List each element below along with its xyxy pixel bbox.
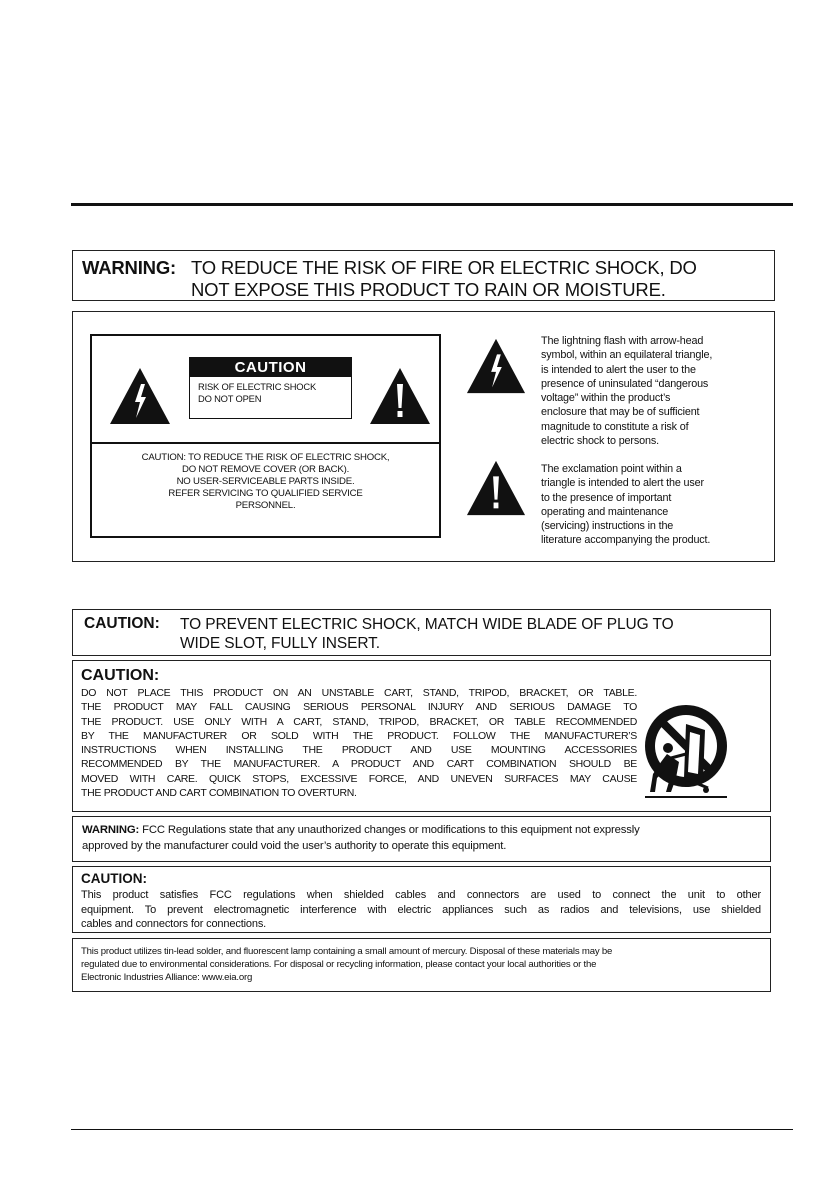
- warning-rain-box: [72, 250, 775, 301]
- exclamation-description: The exclamation point within a triangle is intended to alert the user to the presence of important operating and maintenance (servicing) instructions in the literature accompanying the product.: [541, 463, 711, 547]
- caution-label-title: CAUTION: [190, 358, 351, 377]
- cart-tipover-icon: [641, 696, 731, 804]
- fcc-caution-box: [72, 866, 771, 933]
- caution-panel-line: PERSONNEL.: [235, 500, 296, 511]
- caution-plug-text: TO PREVENT ELECTRIC SHOCK, MATCH WIDE BLADE OF PLUG TO WIDE SLOT, FULLY INSERT.: [180, 616, 674, 652]
- caution-panel-line: CAUTION: TO REDUCE THE RISK OF ELECTRIC SHOCK,: [141, 452, 390, 463]
- symbols-panel: [72, 311, 775, 562]
- caution-label: [189, 357, 352, 419]
- lightning-description: The lightning flash with arrow-head symbol, within an equilateral triangle, is intended to alert the user to the presence of uninsulated “dangerous voltage” within the product’s enclosure that may be of sufficient magnitude to constitute a risk of electric shock to persons.: [541, 335, 713, 448]
- caution-panel: [90, 334, 441, 538]
- bottom-rule: [71, 1129, 793, 1130]
- warning-line: NOT EXPOSE THIS PRODUCT TO RAIN OR MOISTURE.: [191, 279, 666, 300]
- caution-panel-line: NO USER-SERVICEABLE PARTS INSIDE.: [176, 476, 355, 487]
- fcc-warning-label: WARNING:: [82, 824, 140, 836]
- exclamation-warning-icon: [368, 366, 432, 426]
- lightning-symbol-icon: [465, 336, 527, 396]
- caution-cart-text: DO NOT PLACE THIS PRODUCT ON AN UNSTABLE CART, STAND, TRIPOD, BRACKET, OR TABLE. THE PRODUCT MAY FALL CAUSING SERIOUS PERSONAL INJURY AND SERIOUS DAMAGE TO THE PRODUCT. USE ONLY WITH A CART, STAND, TRIPOD, BRACKET, OR TABLE RECOMMENDED BY THE MANUFACTURER OR SOLD WITH THE PRODUCT. FOLLOW THE MANUFACTURER’S INSTRUCTIONS WHEN INSTALLING THE PRODUCT AND USE MOUNTING ACCESSORIES RECOMMENDED BY THE MANUFACTURER. A PRODUCT AND CART COMBINATION SHOULD BE MOVED WITH CARE. QUICK STOPS, EXCESSIVE FORCE, AND UNEVEN SURFACES MAY CAUSE THE PRODUCT AND CART COMBINATION TO OVERTURN.: [81, 687, 637, 800]
- caution-panel-line: DO NOT REMOVE COVER (OR BACK).: [181, 464, 350, 475]
- caution-plug-box: [72, 609, 771, 656]
- caution-panel-line: REFER SERVICING TO QUALIFIED SERVICE: [168, 488, 363, 499]
- panel-divider: [92, 442, 439, 444]
- caution-cart-box: [72, 660, 771, 812]
- warning-text: [191, 257, 766, 301]
- top-rule: [71, 203, 793, 206]
- lightning-warning-icon: [108, 366, 172, 426]
- caution-cart-title: CAUTION:: [81, 667, 160, 684]
- warning-line: TO REDUCE THE RISK OF FIRE OR ELECTRIC SHOCK, DO: [191, 257, 697, 278]
- disposal-box: [72, 938, 771, 992]
- caution-plug-label: CAUTION:: [84, 615, 160, 632]
- fcc-warning-text: WARNING: FCC Regulations state that any unauthorized changes or modifications to this equipment not expressly approved by the manufacturer could void the user’s authority to operate this equipment.: [82, 824, 640, 852]
- fcc-caution-text: This product satisfies FCC regulations when shielded cables and connectors are used to connect the unit to other equipment. To prevent electromagnetic interference with electric appliances such as radios and televisions, use shielded cables and connectors for connections.: [81, 889, 761, 930]
- fcc-warning-box: [72, 816, 771, 862]
- caution-panel-text: [92, 452, 439, 512]
- exclamation-symbol-icon: [465, 458, 527, 518]
- disposal-text: This product utilizes tin-lead solder, and fluorescent lamp containing a small amount of mercury. Disposal of these materials may be regulated due to environmental considerations. For disposal or recycling information, please contact your local authorities or the Electronic Industries Alliance: www.eia.org: [81, 946, 613, 983]
- warning-label: WARNING:: [82, 257, 176, 278]
- caution-label-line: DO NOT OPEN: [198, 393, 262, 404]
- fcc-caution-title: CAUTION:: [81, 871, 147, 886]
- caution-label-line: RISK OF ELECTRIC SHOCK: [198, 381, 317, 392]
